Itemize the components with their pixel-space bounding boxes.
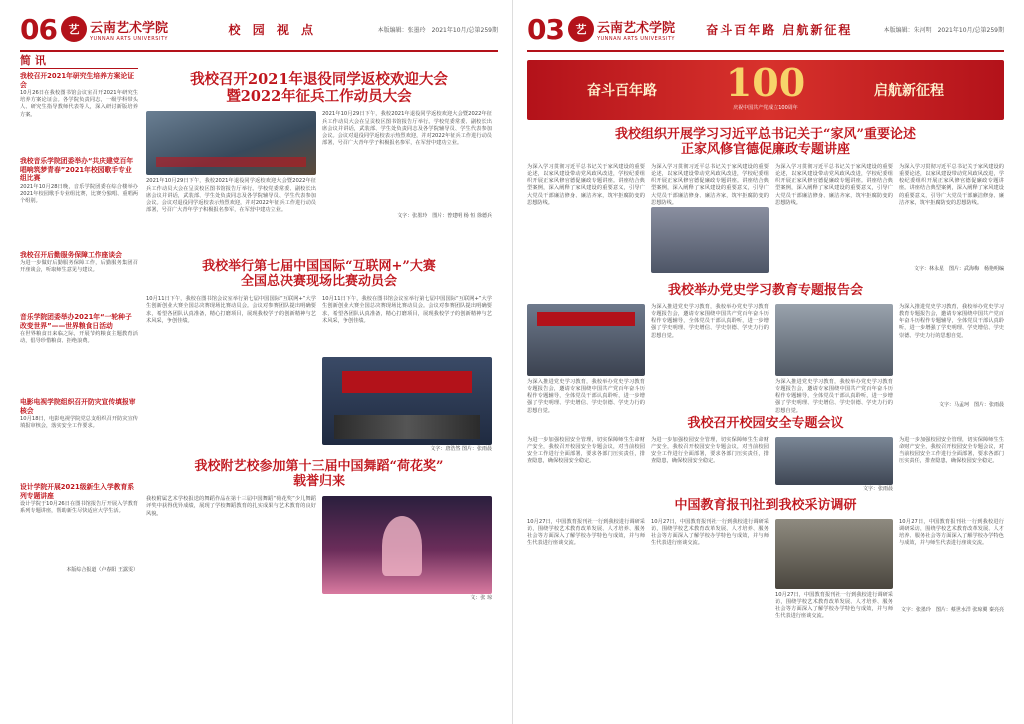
article-headline: 我校召开校园安全专题会议: [687, 415, 844, 431]
speaker-photo: [775, 304, 893, 376]
article-body: 我校附属艺术学校报送的舞蹈作品在第十三届中国舞蹈“荷花奖”少儿舞蹈评奖中获得优异成绩，展现了学校舞蹈教育的扎实成果与艺术教育的良好风貌。: [146, 496, 316, 517]
banner-left-text: 奋斗百年路: [587, 83, 657, 99]
centenary-badge-subtitle: 庆祝中国共产党成立100周年: [733, 105, 798, 111]
article-headline: [146, 260, 492, 290]
page-number: 03: [527, 12, 564, 46]
page-number: 06: [20, 12, 57, 46]
article-text-column: [899, 519, 1004, 615]
stage-banner-shape: [537, 312, 635, 326]
article-body: 为进一步加强校园安全管理，切实保障师生生命财产安全，我校召开校园安全专题会议，对当前校园安全工作进行全面部署，要求各部门压实责任，排查隐患，确保校园安全稳定。: [527, 436, 645, 465]
banner-shape: [156, 157, 306, 167]
masthead-brand-sub: YUNNAN ARTS UNIVERSITY: [596, 35, 675, 42]
article-columns: [146, 496, 492, 602]
article-text-column: [775, 437, 893, 493]
article-text-column: [775, 519, 893, 620]
brief-item-body: 2021年10月28日晚，音乐学院团委在综合楼举办2021年校园歌手专业组比赛，比赛分独唱、重唱两个组别。: [20, 183, 138, 204]
article-text-column: [322, 111, 492, 248]
headline-line: 我校召开2021年退役同学返校欢迎大会: [190, 71, 448, 88]
banner-right-text: 启航新征程: [874, 83, 944, 99]
dance-photo: [322, 496, 492, 594]
section-title: 校 园 视 点: [228, 22, 318, 37]
article-author: 文字：马孟珂 图片：张雨晨: [938, 401, 1004, 408]
centenary-banner: [527, 60, 1004, 120]
headline-line: 我校组织开展学习习近平总书记关于“家风”重要论述: [615, 127, 916, 142]
article-text-column: [651, 164, 769, 274]
brief-item-title: 音乐学院团委举办2021年“一轮种子改变世界”——世界粮食日活动: [20, 313, 132, 330]
article-columns: [527, 303, 1004, 414]
masthead: [90, 17, 168, 42]
centenary-badge: [726, 62, 805, 111]
main-column: [146, 52, 492, 718]
article-text-column: [775, 304, 893, 414]
article-body: 2021年10月29日下午，我校2021年退役同学返校欢迎大会暨2022年征兵工作动员大会在呈贡校区图书馆报告厅举行。学校党委常委、副校长出席会议并讲话，武装部、学生处负责同志及各学院辅导员、学生代表参加会议。会议对退役同学返校表示热烈欢迎，并对2022年征兵工作进行动员部署，号召广大青年学子积极报名参军，在军营中建功立业。: [322, 111, 492, 147]
page-header: [527, 8, 1004, 52]
safety-meeting-photo: [775, 437, 893, 485]
brief-heading: 简 讯: [20, 52, 138, 69]
photo-caption: 文字：唐浩然 图片：张雨晨: [430, 446, 492, 453]
article-text-column: [322, 496, 492, 602]
article-text-column: [899, 304, 1004, 409]
article-author: 文字：张墨玲 图片：蔡世水洋 张琼翼 秦亮亮: [900, 606, 1004, 613]
article-headline: 中国教育报刊社到我校采访调研: [674, 497, 857, 513]
photo-caption: 文字：张雨晨: [862, 485, 893, 492]
article-body: 为深入学习贯彻习近平总书记关于家风建设的重要论述，以家风建设带动党风政风改进，学校纪委组织开展正家风修官德促廉政专题讲座。讲座结合典型案例，深入阐释了家风建设的重要意义，引导广大党员干部廉洁修身、廉洁齐家，筑牢拒腐防变的思想防线。: [899, 163, 1004, 206]
page-header: [20, 8, 498, 52]
article-body: 10月27日，中国教育报刊社一行到我校进行调研采访，围绕学校艺术教育改革发展、人才培养、服务社会等方面深入了解学校办学特色与成效，并与师生代表进行座谈交流。: [899, 518, 1004, 547]
article-author: 文字：张墨玲 图片：曾建明 杨 恒 徐德兵: [397, 213, 492, 220]
centenary-number: 100: [725, 60, 806, 105]
brief-item-body: 在世界粮食日来临之际，开展节约粮食主题教育活动，倡导珍惜粮食、拒绝浪费。: [20, 331, 138, 345]
stage-photo: [322, 357, 492, 445]
interview-photo: [775, 519, 893, 589]
masthead: [597, 17, 675, 42]
article-columns: [527, 164, 1004, 274]
article-body: 为深入学习贯彻习近平总书记关于家风建设的重要论述，以家风建设带动党风政风改进，学校纪委组织开展正家风修官德促廉政专题讲座。讲座结合典型案例，深入阐释了家风建设的重要意义，引导广大党员干部廉洁修身、廉洁齐家，筑牢拒腐防变的思想防线。: [651, 163, 769, 206]
article-headline: [146, 460, 492, 490]
article-text-column: [146, 111, 316, 248]
right-main: [527, 128, 1004, 718]
report-photo: [527, 304, 645, 376]
meeting-photo: [146, 111, 316, 175]
article-headline: [527, 128, 1004, 158]
article-body: 10月27日，中国教育报刊社一行到我校进行调研采访，围绕学校艺术教育改革发展、人才培养、服务社会等方面深入了解学校办学特色与成效，并与师生代表进行座谈交流。: [527, 518, 645, 547]
article-body: 为深入推进党史学习教育，我校举办党史学习教育专题报告会，邀请专家围绕中国共产党百年奋斗历程作专题辅导，全体党员干部认真聆听，进一步增强了学史明理、学史增信、学史崇德、学史力行的思想自觉。: [899, 303, 1004, 339]
article-body: 为深入推进党史学习教育，我校举办党史学习教育专题报告会，邀请专家围绕中国共产党百年奋斗历程作专题辅导，全体党员干部认真聆听，进一步增强了学史明理、学史增信、学史崇德、学史力行的思想自觉。: [527, 378, 645, 414]
article-columns: [527, 518, 1004, 620]
masthead-brand: 云南艺术学院: [596, 20, 675, 36]
issue-meta: 本版编辑：张墨玲 2021年10月/总第259期: [377, 26, 498, 34]
crowd-shape: [334, 415, 480, 439]
article-headline: 我校举办党史学习教育专题报告会: [667, 282, 863, 298]
brief-author: 本版综合报道（卢春阳 王露雯）: [66, 567, 138, 573]
article-body: 10月11日下午，我校在图书馆会议室举行第七届中国国际“互联网+”大学生创新创业大赛全国总决赛现场比赛动员会。会议对参赛团队提出明确要求，希望各团队认真准备，精心打磨项目，展现我校学子的创新精神与艺术风采，争创佳绩。: [146, 296, 316, 324]
stage-banner-shape: [342, 371, 472, 393]
article-author: 文字：林永星 图片：武海梅 杨艳明编: [913, 265, 1004, 272]
article-columns: [146, 296, 492, 456]
headline-line: 全国总决赛现场比赛动员会: [240, 274, 397, 290]
article-body: 为深入推进党史学习教育，我校举办党史学习教育专题报告会，邀请专家围绕中国共产党百年奋斗历程作专题辅导，全体党员干部认真聆听，进一步增强了学史明理、学史增信、学史崇德、学史力行的思想自觉。: [775, 378, 893, 414]
brief-item-body: 设计学院于10月26日在图书馆报告厅开展入学教育系列专题讲座，帮助新生尽快适应大学生活。: [20, 501, 138, 515]
right-page: [512, 0, 1024, 724]
article-columns: [146, 111, 492, 248]
brief-item-body: 为进一步做好后勤服务保障工作，后勤服务集团召开座谈会，听取师生意见与建议。: [20, 260, 138, 274]
article-body: 为进一步加强校园安全管理，切实保障师生生命财产安全，我校召开校园安全专题会议，对当前校园安全工作进行全面部署，要求各部门压实责任，排查隐患，确保校园安全稳定。: [651, 436, 769, 465]
headline-line: 载誉归来: [292, 474, 345, 490]
article-text-column: [527, 304, 645, 414]
masthead-brand-sub: YUNNAN ARTS UNIVERSITY: [89, 35, 168, 42]
photo-caption: 文：张 琼: [470, 595, 492, 602]
dancer-shape: [382, 516, 422, 576]
brief-item-body: 10月26日在我校图书馆会议室召开2021年研究生培养方案论证会。各学院负责同志，一级学科带头人、研究生指导教师代表等人，深入研讨新版培养方案。: [20, 90, 138, 118]
headline-line: 我校举行第七届中国国际“互联网+”大赛: [202, 259, 436, 275]
article-body: 为深入学习贯彻习近平总书记关于家风建设的重要论述，以家风建设带动党风政风改进，学校纪委组织开展正家风修官德促廉政专题讲座。讲座结合典型案例，深入阐释了家风建设的重要意义，引导广大党员干部廉洁修身、廉洁齐家，筑牢拒腐防变的思想防线。: [775, 163, 893, 206]
brief-column: [20, 52, 138, 718]
masthead-brand: 云南艺术学院: [89, 20, 168, 36]
university-logo-icon: 艺: [61, 16, 87, 42]
article-body: 为进一步加强校园安全管理，切实保障师生生命财产安全，我校召开校园安全专题会议，对当前校园安全工作进行全面部署，要求各部门压实责任，排查隐患，确保校园安全稳定。: [899, 436, 1004, 465]
article-body: 10月27日，中国教育报刊社一行到我校进行调研采访，围绕学校艺术教育改革发展、人才培养、服务社会等方面深入了解学校办学特色与成效，并与师生代表进行座谈交流。: [775, 591, 893, 620]
article-text-column: [899, 164, 1004, 274]
lecture-photo: [651, 207, 769, 273]
article-body: 10月27日，中国教育报刊社一行到我校进行调研采访，围绕学校艺术教育改革发展、人才培养、服务社会等方面深入了解学校办学特色与成效，并与师生代表进行座谈交流。: [651, 518, 769, 547]
article-columns: [527, 437, 1004, 493]
article-body: 为深入学习贯彻习近平总书记关于家风建设的重要论述，以家风建设带动党风政风改进，学校纪委组织开展正家风修官德促廉政专题讲座。讲座结合典型案例，深入阐释了家风建设的重要意义，引导广大党员干部廉洁修身、廉洁齐家，筑牢拒腐防变的思想防线。: [527, 163, 645, 206]
brief-item-body: 10月18日，电影电视学院党总支组织召开防灾宣传填报审核会，落实安全工作要求。: [20, 416, 138, 430]
issue-meta: 本版编辑：朱河明 2021年10月/总第259期: [883, 26, 1004, 34]
brief-item-title: 我校召开2021年研究生培养方案论证会: [20, 72, 135, 89]
article-headline: [146, 72, 492, 105]
brief-item-title: 设计学院开展2021级新生入学教育系列专题讲座: [20, 483, 135, 500]
article-body: 10月11日下午，我校在图书馆会议室举行第七届中国国际“互联网+”大学生创新创业大赛全国总决赛现场比赛动员会。会议对参赛团队提出明确要求，希望各团队认真准备，精心打磨项目，展现我校学子的创新精神与艺术风采，争创佳绩。: [322, 296, 492, 324]
brief-item-title: 我校音乐学院团委举办“共庆建党百年 唱响筑梦青春”2021年校园歌手专业组比赛: [20, 157, 134, 182]
article-text-column: [322, 296, 492, 456]
section-title: 奋斗百年路 启航新征程: [706, 22, 853, 37]
article-body: 为深入推进党史学习教育，我校举办党史学习教育专题报告会，邀请专家围绕中国共产党百年奋斗历程作专题辅导，全体党员干部认真聆听，进一步增强了学史明理、学史增信、学史崇德、学史力行的思想自觉。: [651, 303, 769, 339]
headline-line: 正家风修官德促廉政专题讲座: [680, 141, 850, 157]
university-logo-icon: 艺: [568, 16, 594, 42]
brief-item-title: 电影电视学院组织召开防灾宣传填报审核会: [20, 398, 136, 415]
article-body: 2021年10月29日下午，我校2021年退役同学返校欢迎大会暨2022年征兵工作动员大会在呈贡校区图书馆报告厅举行。学校党委常委、副校长出席会议并讲话，武装部、学生处负责同志及各学院辅导员、学生代表参加会议。会议对退役同学返校表示热烈欢迎，并对2022年征兵工作进行动员部署，号召广大青年学子积极报名参军，在军营中建功立业。: [146, 178, 316, 214]
headline-line: 暨2022年征兵工作动员大会: [226, 87, 412, 105]
brief-item-title: 我校召开后勤服务保障工作座谈会: [20, 250, 122, 259]
headline-line: 我校附艺校参加第十三届中国舞蹈“荷花奖”: [194, 459, 444, 475]
